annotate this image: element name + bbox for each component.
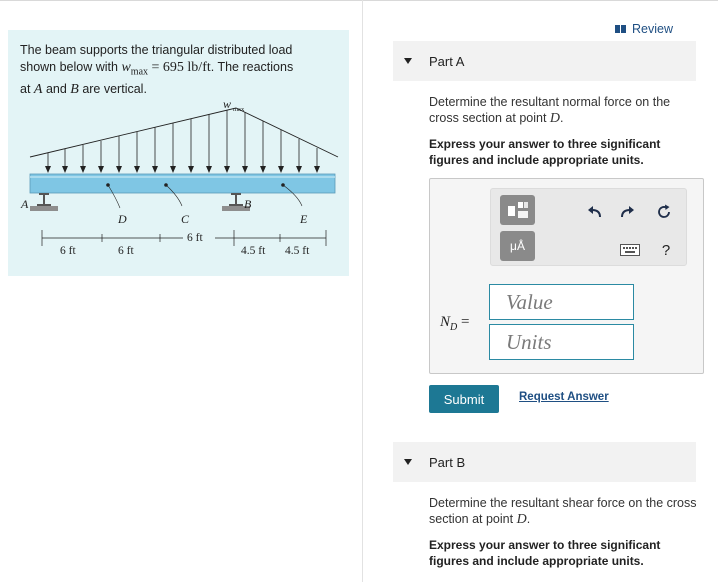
label-d: D <box>118 212 127 226</box>
dim-c-b: 6 ft <box>187 232 203 244</box>
part-a-question-point: D <box>549 111 561 126</box>
answer-equals: = <box>457 314 470 330</box>
redo-icon[interactable] <box>619 203 637 221</box>
units-button-label: μÅ <box>510 239 525 253</box>
answer-label <box>440 314 469 333</box>
point-a-text: A <box>33 81 43 97</box>
load-label: w <box>223 98 232 111</box>
review-label: Review <box>632 22 673 36</box>
collapse-triangle-icon <box>404 459 412 465</box>
part-b-question <box>429 495 697 528</box>
answer-sub: D <box>450 322 458 333</box>
submit-button[interactable]: Submit <box>429 385 499 413</box>
label-e: E <box>300 212 308 226</box>
request-answer-link[interactable]: Request Answer <box>519 391 609 403</box>
dim-d-c: 6 ft <box>118 245 134 257</box>
part-a-title: Part A <box>429 53 465 69</box>
keyboard-icon[interactable] <box>619 241 641 259</box>
help-label: ? <box>661 241 671 259</box>
distributed-load <box>30 108 338 173</box>
wmax-symbol: w <box>121 60 131 75</box>
part-a-header[interactable] <box>393 41 696 81</box>
part-a-question <box>429 94 697 127</box>
undo-icon[interactable] <box>585 203 603 221</box>
problem-line-2-post: . The reactions <box>210 60 294 74</box>
part-b-title: Part B <box>429 454 466 470</box>
units-button[interactable] <box>500 231 535 261</box>
part-b-question-text: Determine the resultant shear force on the cross section at point <box>429 496 697 526</box>
dim-a-d: 6 ft <box>60 245 76 257</box>
problem-panel <box>8 30 349 276</box>
problem-line-2-pre: shown below with <box>20 60 122 74</box>
problem-line-3-mid: and <box>42 81 71 96</box>
reset-icon[interactable] <box>655 203 673 221</box>
collapse-triangle-icon <box>404 58 412 64</box>
answer-symbol: N <box>440 314 451 330</box>
label-c: C <box>181 212 190 226</box>
problem-statement <box>20 42 340 98</box>
wmax-value: = 695 lb/ft <box>148 60 211 75</box>
templates-button[interactable] <box>500 195 535 225</box>
label-a: A <box>21 197 29 211</box>
review-icon <box>615 24 627 34</box>
dim-b-e: 4.5 ft <box>241 245 266 257</box>
dim-e-end: 4.5 ft <box>285 245 310 257</box>
part-a-question-text: Determine the resultant normal force on the cross section at point <box>429 95 671 125</box>
part-b-question-point: D <box>516 512 527 527</box>
review-link[interactable] <box>615 22 673 36</box>
problem-line-1: The beam supports the triangular distributed load <box>20 43 293 57</box>
label-b: B <box>244 197 252 211</box>
part-a-instruction: Express your answer to three significant figures and include appropriate units. <box>429 137 661 167</box>
templates-icon <box>507 201 529 219</box>
pane-divider <box>362 0 363 582</box>
top-rule <box>0 0 718 1</box>
math-toolbar <box>490 188 687 266</box>
load-label-sub: max <box>233 106 245 113</box>
part-a-question-post: . <box>560 111 564 125</box>
value-input[interactable] <box>489 284 634 320</box>
problem-line-3-post: are vertical. <box>78 81 147 96</box>
help-icon[interactable] <box>657 241 675 259</box>
support-a <box>30 193 58 211</box>
part-b-header[interactable] <box>393 442 696 482</box>
problem-line-3-pre: at <box>20 81 34 96</box>
beam-figure <box>8 98 349 276</box>
wmax-sub: max <box>130 66 149 78</box>
part-b-question-post: . <box>526 512 531 526</box>
units-input[interactable] <box>489 324 634 360</box>
part-b-instruction: Express your answer to three significant figures and include appropriate units. <box>429 538 661 568</box>
point-b-text: B <box>70 81 79 97</box>
